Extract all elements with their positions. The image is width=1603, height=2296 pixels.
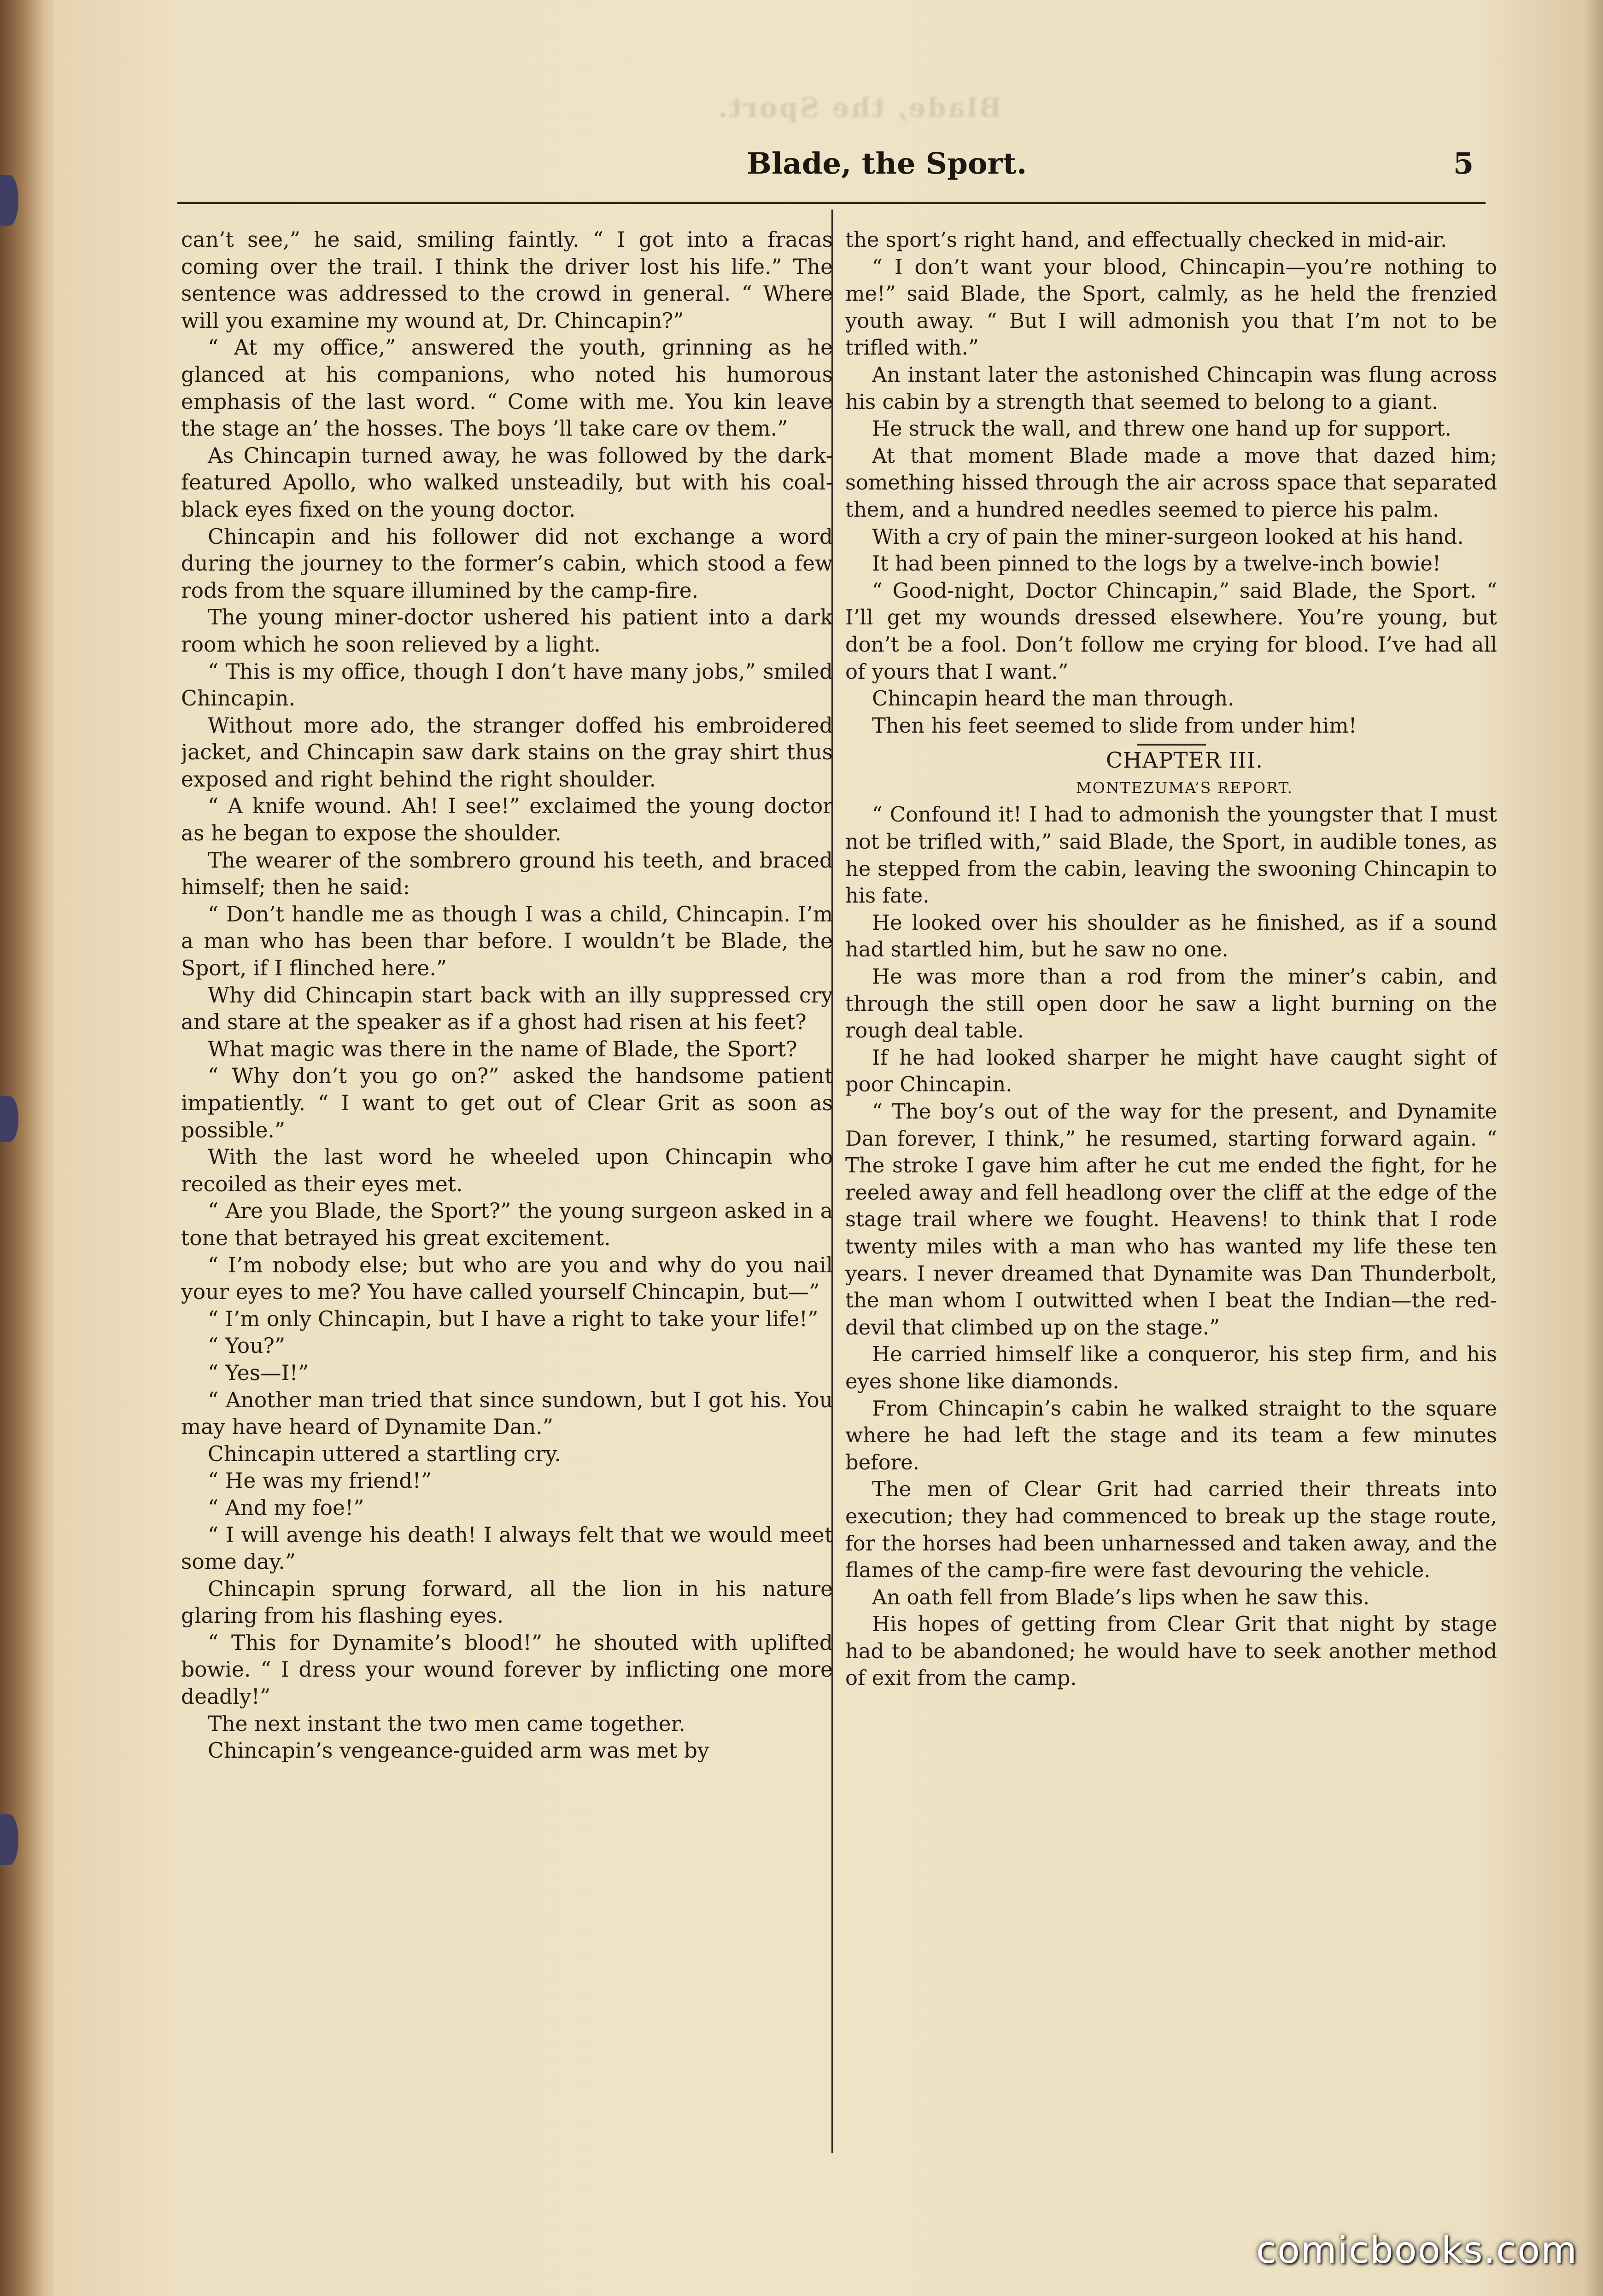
left-column — [181, 227, 833, 2151]
paragraph: The men of Clear Grit had carried their threats into execution; they had commenced to break up the stage route, for the horses had been unharnessed and taken away, and the flames of the camp-fire were fast devouring the vehicle. — [845, 1477, 1497, 1583]
paragraph: He struck the wall, and threw one hand up for support. — [872, 416, 1451, 441]
paragraph: “ Another man tried that since sundown, but I got his. You may have heard of Dynamite Dan.” — [181, 1387, 833, 1439]
paragraph: It had been pinned to the logs by a twelve-inch bowie! — [872, 551, 1441, 576]
page — [53, 0, 1603, 2296]
paragraph: He looked over his shoulder as he finished, as if a sound had startled him, but he saw no one. — [845, 910, 1497, 962]
paragraph: Chincapin and his follower did not exchange a word during the journey to the former’s cabin, which stood a few rods from the square illumined by the camp-fire. — [181, 524, 833, 603]
paragraph: Chincapin’s vengeance-guided arm was met by — [208, 1738, 709, 1763]
paragraph: “ You?” — [208, 1334, 286, 1358]
paragraph: “ I’m nobody else; but who are you and why do you nail your eyes to me? You have called yourself Chincapin, but—” — [181, 1253, 833, 1305]
paragraph: “ Are you Blade, the Sport?” the young surgeon asked in a tone that betrayed his great excitement. — [181, 1199, 833, 1250]
paragraph: “ This for Dynamite’s blood!” he shouted with uplifted bowie. “ I dress your wound forever by inflicting one more deadly!” — [181, 1630, 833, 1709]
chapter-subtitle: MONTEZUMA’S REPORT. — [1076, 778, 1293, 797]
paragraph: “ Yes—I!” — [208, 1360, 309, 1385]
spine-tear — [0, 1096, 18, 1142]
paragraph: Without more ado, the stranger doffed his embroidered jacket, and Chincapin saw dark stains on the gray shirt thus exposed and right behind the right shoulder. — [181, 713, 833, 792]
paragraph: He carried himself like a conqueror, his step firm, and his eyes shone like diamonds. — [845, 1342, 1497, 1393]
paragraph: “ The boy’s out of the way for the present, and Dynamite Dan forever, I think,” he resumed, starting forward again. “ The stroke I gave him after he cut me ended the fight, for he reeled away and fell headlong over the cliff at the edge of the stage trail where we fought. Heavens! to think that I rode twenty miles with a man who has wanted my life these ten years. I never dreamed that Dynamite was Dan Thunderbolt, the man whom I outwitted when I beat the Indian—the red-devil that climbed up on the stage.” — [845, 1099, 1497, 1340]
paragraph: Why did Chincapin start back with an illy suppressed cry and stare at the speaker as if a ghost had risen at his feet? — [181, 983, 833, 1035]
paragraph: From Chincapin’s cabin he walked straight to the square where he had left the stage and its team a few minutes before. — [845, 1396, 1497, 1474]
paragraph: What magic was there in the name of Blade, the Sport? — [208, 1037, 797, 1061]
paragraph: The wearer of the sombrero ground his teeth, and braced himself; then he said: — [181, 848, 833, 900]
header-rule — [177, 202, 1486, 204]
chapter-rule — [1137, 744, 1206, 746]
paragraph: “ I don’t want your blood, Chincapin—you’re nothing to me!” said Blade, the Sport, calmly, as he held the frenzied youth away. “ But I will admonish you that I’m not to be trifled with.” — [845, 254, 1497, 360]
paragraph: An oath fell from Blade’s lips when he saw this. — [872, 1585, 1370, 1609]
show-through-print: Blade, the Sport. — [716, 92, 1002, 123]
paragraph: “ At my office,” answered the youth, grinning as he glanced at his companions, who noted his humorous emphasis of the last word. “ Come with me. You kin leave the stage an’ the hosses. The boys ’ll take care ov them.” — [181, 335, 833, 441]
paragraph: “ Good-night, Doctor Chincapin,” said Blade, the Sport. “ I’ll get my wounds dressed elsewhere. You’re young, but don’t be a fool. Don’t follow me crying for blood. I’ve had all of yours that I want.” — [845, 578, 1497, 684]
site-watermark: comicbooks.com — [1256, 2229, 1578, 2272]
paragraph: “ A knife wound. Ah! I see!” exclaimed the young doctor as he began to expose the shoulder. — [181, 794, 833, 846]
paragraph: With a cry of pain the miner-surgeon looked at his hand. — [872, 524, 1464, 549]
spine-tear — [0, 1814, 18, 1865]
page-edge-shadow — [1585, 0, 1603, 2296]
paragraph: “ He was my friend!” — [208, 1469, 432, 1493]
paragraph: As Chincapin turned away, he was followed by the dark-featured Apollo, who walked unsteadily, but with his coal-black eyes fixed on the young doctor. — [181, 443, 833, 522]
paragraph: “ This is my office, though I don’t have many jobs,” smiled Chincapin. — [181, 659, 833, 711]
paragraph: Chincapin sprung forward, all the lion in his nature glaring from his flashing eyes. — [181, 1576, 833, 1628]
paragraph: “ I’m only Chincapin, but I have a right to take your life!” — [208, 1306, 819, 1331]
paragraph: With the last word he wheeled upon Chincapin who recoiled as their eyes met. — [181, 1145, 833, 1196]
paragraph: Chincapin heard the man through. — [872, 686, 1234, 711]
paragraph: If he had looked sharper he might have caught sight of poor Chincapin. — [845, 1045, 1497, 1097]
right-column — [845, 227, 1497, 2151]
page-number: 5 — [1453, 146, 1474, 181]
paragraph: He was more than a rod from the miner’s cabin, and through the still open door he saw a light burning on the rough deal table. — [845, 964, 1497, 1043]
paragraph: “ Don’t handle me as though I was a child, Chincapin. I’m a man who has been thar before. I wouldn’t be Blade, the Sport, if I flinched here.” — [181, 902, 833, 981]
paragraph: “ Confound it! I had to admonish the youngster that I must not be trifled with,” said Blade, the Sport, in audible tones, as he stepped from the cabin, leaving the swooning Chincapin to his fate. — [845, 802, 1497, 908]
paragraph: “ And my foe!” — [208, 1495, 364, 1520]
paragraph: the sport’s right hand, and effectually checked in mid-air. — [845, 227, 1447, 252]
running-title: Blade, the Sport. — [746, 146, 1027, 181]
paragraph: “ I will avenge his death! I always felt that we would meet some day.” — [181, 1522, 833, 1574]
paragraph: His hopes of getting from Clear Grit that night by stage had to be abandoned; he would have to seek another method of exit from the camp. — [845, 1612, 1497, 1690]
chapter-heading: CHAPTER III. — [1106, 748, 1264, 774]
paragraph: “ Why don’t you go on?” asked the handsome patient impatiently. “ I want to get out of Clear Grit as soon as possible.” — [181, 1064, 833, 1142]
paragraph: can’t see,” he said, smiling faintly. “ I got into a fracas coming over the trail. I think the driver lost his life.” The sentence was addressed to the crowd in general. “ Where will you examine my wound at, Dr. Chincapin?” — [181, 227, 833, 333]
paragraph: Chincapin uttered a startling cry. — [208, 1441, 561, 1466]
paragraph: Then his feet seemed to slide from under him! — [872, 713, 1357, 738]
paragraph: The young miner-doctor ushered his patient into a dark room which he soon relieved by a light. — [181, 605, 833, 657]
paragraph: An instant later the astonished Chincapin was flung across his cabin by a strength that seemed to belong to a giant. — [845, 362, 1497, 414]
paragraph: The next instant the two men came together. — [208, 1711, 685, 1736]
paragraph: At that moment Blade made a move that dazed him; something hissed through the air across space that separated them, and a hundred needles seemed to pierce his palm. — [845, 443, 1497, 522]
page-header — [53, 146, 1603, 192]
spine-tear — [0, 175, 18, 226]
